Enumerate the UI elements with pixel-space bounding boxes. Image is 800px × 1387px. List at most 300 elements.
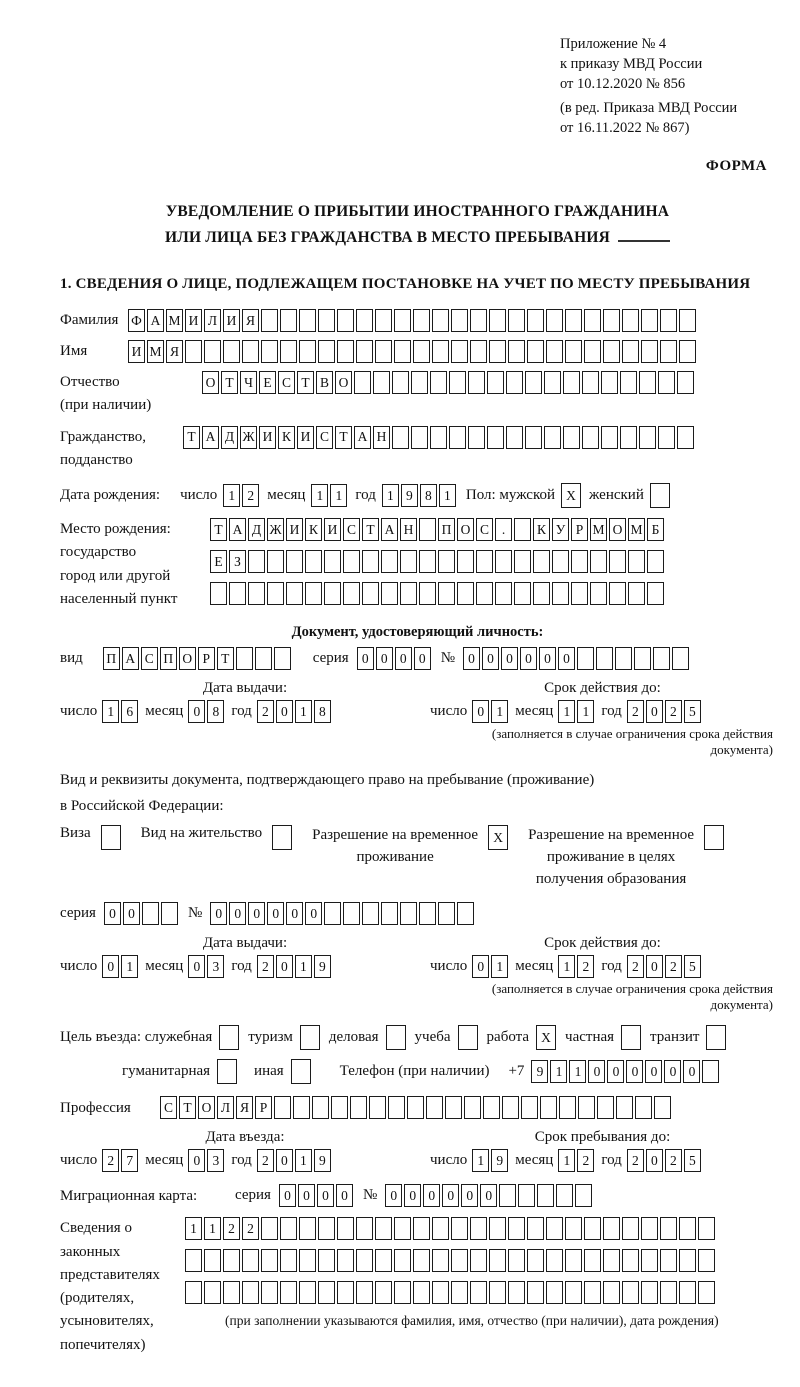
char-cell[interactable] [533,582,550,605]
char-cell[interactable] [647,582,664,605]
char-cell[interactable] [660,1249,677,1272]
char-cell[interactable] [229,582,246,605]
char-cell[interactable] [706,1025,726,1050]
char-cell[interactable] [578,1096,595,1119]
char-cell[interactable] [413,340,430,363]
char-cell[interactable] [622,1281,639,1304]
char-cell[interactable] [394,1217,411,1240]
char-cell[interactable] [660,309,677,332]
char-cell[interactable]: 0 [102,955,119,978]
doc-expiry-year-input[interactable] [627,700,703,723]
char-cell[interactable] [571,582,588,605]
char-cell[interactable] [430,371,447,394]
char-cell[interactable]: 1 [295,700,312,723]
char-cell[interactable]: Л [204,309,221,332]
char-cell[interactable]: 0 [646,955,663,978]
purpose-tourism-checkbox[interactable] [300,1025,322,1050]
char-cell[interactable] [622,1217,639,1240]
char-cell[interactable] [582,371,599,394]
char-cell[interactable] [432,1217,449,1240]
char-cell[interactable] [343,902,360,925]
sex-female-checkbox[interactable] [650,483,672,508]
char-cell[interactable] [514,582,531,605]
char-cell[interactable] [291,1059,311,1084]
char-cell[interactable] [392,371,409,394]
char-cell[interactable] [430,426,447,449]
residence-expiry-year-input[interactable] [627,955,703,978]
char-cell[interactable]: А [381,518,398,541]
char-cell[interactable]: 2 [577,1149,594,1172]
char-cell[interactable] [255,647,272,670]
char-cell[interactable]: 0 [376,647,393,670]
char-cell[interactable] [489,1249,506,1272]
char-cell[interactable] [660,1281,677,1304]
char-cell[interactable] [603,1217,620,1240]
char-cell[interactable] [223,1249,240,1272]
char-cell[interactable] [540,1096,557,1119]
char-cell[interactable] [470,1281,487,1304]
char-cell[interactable] [653,647,670,670]
char-cell[interactable] [451,1217,468,1240]
char-cell[interactable]: 0 [286,902,303,925]
char-cell[interactable] [698,1281,715,1304]
purpose-official-checkbox[interactable] [219,1025,241,1050]
char-cell[interactable]: В [316,371,333,394]
char-cell[interactable]: 9 [491,1149,508,1172]
char-cell[interactable] [318,340,335,363]
char-cell[interactable]: 0 [472,955,489,978]
char-cell[interactable]: И [324,518,341,541]
char-cell[interactable] [274,647,291,670]
residence-number-input[interactable] [210,902,476,925]
char-cell[interactable]: М [628,518,645,541]
char-cell[interactable] [582,426,599,449]
char-cell[interactable] [470,1249,487,1272]
char-cell[interactable] [413,1217,430,1240]
char-cell[interactable]: 1 [558,1149,575,1172]
char-cell[interactable]: 2 [627,700,644,723]
char-cell[interactable]: Б [647,518,664,541]
char-cell[interactable] [392,426,409,449]
char-cell[interactable] [299,1281,316,1304]
char-cell[interactable] [242,340,259,363]
char-cell[interactable]: 2 [665,700,682,723]
purpose-business-checkbox[interactable] [386,1025,408,1050]
char-cell[interactable]: Я [166,340,183,363]
patronymic-input[interactable] [202,371,696,394]
stay-day-input[interactable] [472,1149,510,1172]
char-cell[interactable] [375,340,392,363]
residence-series-input[interactable] [104,902,180,925]
char-cell[interactable] [575,1184,592,1207]
char-cell[interactable] [544,371,561,394]
char-cell[interactable] [590,550,607,573]
representatives-line3-input[interactable] [185,1281,719,1304]
char-cell[interactable] [356,1217,373,1240]
char-cell[interactable] [445,1096,462,1119]
char-cell[interactable] [305,582,322,605]
char-cell[interactable] [563,426,580,449]
char-cell[interactable] [185,1281,202,1304]
char-cell[interactable] [601,426,618,449]
char-cell[interactable]: 0 [276,1149,293,1172]
char-cell[interactable] [299,1249,316,1272]
char-cell[interactable] [248,550,265,573]
char-cell[interactable] [280,1217,297,1240]
char-cell[interactable] [204,340,221,363]
char-cell[interactable] [400,582,417,605]
char-cell[interactable] [242,1281,259,1304]
char-cell[interactable] [677,426,694,449]
surname-input[interactable] [128,309,698,332]
char-cell[interactable]: Т [179,1096,196,1119]
char-cell[interactable]: 0 [210,902,227,925]
migration-number-input[interactable] [385,1184,594,1207]
birth-place-line1-input[interactable] [210,518,666,541]
char-cell[interactable] [419,518,436,541]
char-cell[interactable] [356,309,373,332]
birth-month-input[interactable] [311,484,349,507]
purpose-study-checkbox[interactable] [458,1025,480,1050]
char-cell[interactable]: 2 [102,1149,119,1172]
char-cell[interactable]: 0 [646,700,663,723]
char-cell[interactable]: 0 [395,647,412,670]
char-cell[interactable]: П [438,518,455,541]
char-cell[interactable]: 8 [420,484,437,507]
char-cell[interactable] [635,1096,652,1119]
char-cell[interactable] [556,1184,573,1207]
char-cell[interactable]: Н [373,426,390,449]
char-cell[interactable]: 2 [665,1149,682,1172]
char-cell[interactable]: 0 [279,1184,296,1207]
char-cell[interactable]: А [122,647,139,670]
char-cell[interactable]: 1 [204,1217,221,1240]
char-cell[interactable] [660,340,677,363]
char-cell[interactable] [286,550,303,573]
migration-series-input[interactable] [279,1184,355,1207]
char-cell[interactable] [381,902,398,925]
char-cell[interactable] [559,1096,576,1119]
char-cell[interactable] [565,340,582,363]
char-cell[interactable] [161,902,178,925]
char-cell[interactable] [375,1249,392,1272]
char-cell[interactable] [620,371,637,394]
char-cell[interactable] [615,647,632,670]
char-cell[interactable]: И [185,309,202,332]
char-cell[interactable]: О [179,647,196,670]
char-cell[interactable]: 9 [401,484,418,507]
char-cell[interactable] [331,1096,348,1119]
char-cell[interactable] [464,1096,481,1119]
char-cell[interactable]: Р [571,518,588,541]
char-cell[interactable]: 1 [295,955,312,978]
char-cell[interactable] [565,1281,582,1304]
char-cell[interactable]: И [223,309,240,332]
char-cell[interactable] [457,582,474,605]
char-cell[interactable]: 2 [257,955,274,978]
char-cell[interactable]: З [229,550,246,573]
char-cell[interactable] [584,1281,601,1304]
char-cell[interactable] [702,1060,719,1083]
char-cell[interactable] [584,340,601,363]
char-cell[interactable]: 0 [442,1184,459,1207]
char-cell[interactable]: О [198,1096,215,1119]
char-cell[interactable]: 0 [276,955,293,978]
residence-issue-day-input[interactable] [102,955,140,978]
char-cell[interactable] [704,825,724,850]
char-cell[interactable] [628,582,645,605]
char-cell[interactable] [324,582,341,605]
residence-expiry-day-input[interactable] [472,955,510,978]
char-cell[interactable] [527,309,544,332]
char-cell[interactable]: 2 [577,955,594,978]
visa-checkbox[interactable] [101,825,123,850]
char-cell[interactable]: 0 [423,1184,440,1207]
char-cell[interactable]: С [476,518,493,541]
char-cell[interactable]: 1 [330,484,347,507]
char-cell[interactable]: Я [236,1096,253,1119]
char-cell[interactable] [489,1281,506,1304]
char-cell[interactable] [679,340,696,363]
char-cell[interactable]: 5 [684,700,701,723]
char-cell[interactable] [350,1096,367,1119]
char-cell[interactable]: С [160,1096,177,1119]
char-cell[interactable] [628,550,645,573]
char-cell[interactable] [565,1249,582,1272]
char-cell[interactable] [217,1059,237,1084]
char-cell[interactable] [381,550,398,573]
char-cell[interactable] [432,1249,449,1272]
char-cell[interactable]: 0 [645,1060,662,1083]
char-cell[interactable] [318,309,335,332]
char-cell[interactable] [204,1249,221,1272]
char-cell[interactable] [457,902,474,925]
char-cell[interactable] [495,582,512,605]
char-cell[interactable]: 0 [463,647,480,670]
char-cell[interactable] [502,1096,519,1119]
char-cell[interactable] [451,1249,468,1272]
char-cell[interactable]: К [533,518,550,541]
char-cell[interactable] [468,371,485,394]
char-cell[interactable] [407,1096,424,1119]
char-cell[interactable] [508,1217,525,1240]
char-cell[interactable] [375,1217,392,1240]
char-cell[interactable]: 0 [461,1184,478,1207]
char-cell[interactable]: С [343,518,360,541]
char-cell[interactable] [386,1025,406,1050]
char-cell[interactable]: К [278,426,295,449]
char-cell[interactable] [584,1249,601,1272]
citizenship-input[interactable] [183,426,696,449]
char-cell[interactable]: 9 [314,1149,331,1172]
char-cell[interactable] [679,309,696,332]
char-cell[interactable]: А [147,309,164,332]
char-cell[interactable] [293,1096,310,1119]
residence-issue-month-input[interactable] [188,955,226,978]
char-cell[interactable] [546,1249,563,1272]
char-cell[interactable] [400,902,417,925]
char-cell[interactable] [521,1096,538,1119]
char-cell[interactable]: 0 [607,1060,624,1083]
char-cell[interactable] [487,371,504,394]
char-cell[interactable] [622,309,639,332]
char-cell[interactable]: 0 [104,902,121,925]
doc-issue-month-input[interactable] [188,700,226,723]
char-cell[interactable] [419,550,436,573]
char-cell[interactable] [620,426,637,449]
doc-expiry-day-input[interactable] [472,700,510,723]
char-cell[interactable]: 7 [121,1149,138,1172]
char-cell[interactable] [449,371,466,394]
char-cell[interactable] [527,1217,544,1240]
char-cell[interactable] [300,1025,320,1050]
char-cell[interactable] [601,371,618,394]
char-cell[interactable] [312,1096,329,1119]
char-cell[interactable] [609,550,626,573]
char-cell[interactable] [514,550,531,573]
char-cell[interactable]: 1 [558,955,575,978]
char-cell[interactable] [419,902,436,925]
char-cell[interactable] [337,1217,354,1240]
char-cell[interactable] [362,550,379,573]
char-cell[interactable] [470,340,487,363]
char-cell[interactable] [356,1249,373,1272]
char-cell[interactable] [577,647,594,670]
char-cell[interactable] [375,1281,392,1304]
char-cell[interactable] [337,1281,354,1304]
char-cell[interactable] [489,1217,506,1240]
birth-day-input[interactable] [223,484,261,507]
char-cell[interactable] [508,309,525,332]
char-cell[interactable]: У [552,518,569,541]
char-cell[interactable] [426,1096,443,1119]
char-cell[interactable] [584,309,601,332]
char-cell[interactable] [337,340,354,363]
char-cell[interactable]: Ж [267,518,284,541]
entry-day-input[interactable] [102,1149,140,1172]
char-cell[interactable]: 1 [577,700,594,723]
char-cell[interactable] [362,902,379,925]
char-cell[interactable] [499,1184,516,1207]
char-cell[interactable]: 1 [569,1060,586,1083]
char-cell[interactable] [324,550,341,573]
char-cell[interactable]: 0 [305,902,322,925]
char-cell[interactable] [552,550,569,573]
char-cell[interactable] [658,426,675,449]
entry-year-input[interactable] [257,1149,333,1172]
char-cell[interactable]: 0 [123,902,140,925]
char-cell[interactable] [641,1217,658,1240]
char-cell[interactable]: Л [217,1096,234,1119]
char-cell[interactable] [356,340,373,363]
char-cell[interactable] [305,550,322,573]
char-cell[interactable] [525,371,542,394]
char-cell[interactable] [621,1025,641,1050]
char-cell[interactable]: 0 [472,700,489,723]
char-cell[interactable] [495,550,512,573]
char-cell[interactable] [354,371,371,394]
char-cell[interactable]: И [297,426,314,449]
char-cell[interactable] [411,371,428,394]
char-cell[interactable] [449,426,466,449]
char-cell[interactable] [185,1249,202,1272]
char-cell[interactable]: 0 [248,902,265,925]
char-cell[interactable] [394,1281,411,1304]
char-cell[interactable] [272,825,292,850]
birth-year-input[interactable] [382,484,458,507]
char-cell[interactable]: Ф [128,309,145,332]
char-cell[interactable]: 2 [242,1217,259,1240]
char-cell[interactable] [506,426,523,449]
residence-issue-year-input[interactable] [257,955,333,978]
char-cell[interactable]: Т [297,371,314,394]
char-cell[interactable] [527,1281,544,1304]
char-cell[interactable]: 2 [223,1217,240,1240]
char-cell[interactable] [388,1096,405,1119]
char-cell[interactable] [248,582,265,605]
char-cell[interactable]: 0 [404,1184,421,1207]
char-cell[interactable] [318,1217,335,1240]
birth-place-line3-input[interactable] [210,582,666,605]
char-cell[interactable]: 0 [626,1060,643,1083]
char-cell[interactable] [622,340,639,363]
char-cell[interactable] [223,1281,240,1304]
char-cell[interactable]: 0 [267,902,284,925]
char-cell[interactable] [508,1281,525,1304]
char-cell[interactable]: О [202,371,219,394]
char-cell[interactable]: X [488,825,508,850]
char-cell[interactable] [634,647,651,670]
char-cell[interactable] [597,1096,614,1119]
char-cell[interactable] [546,1217,563,1240]
char-cell[interactable] [487,426,504,449]
char-cell[interactable]: 1 [311,484,328,507]
char-cell[interactable] [584,1217,601,1240]
char-cell[interactable]: Т [335,426,352,449]
char-cell[interactable] [603,1249,620,1272]
birth-place-line2-input[interactable] [210,550,666,573]
char-cell[interactable]: Т [362,518,379,541]
char-cell[interactable] [337,309,354,332]
char-cell[interactable] [546,340,563,363]
char-cell[interactable]: М [147,340,164,363]
char-cell[interactable] [476,582,493,605]
char-cell[interactable]: X [561,483,581,508]
char-cell[interactable]: М [590,518,607,541]
char-cell[interactable] [537,1184,554,1207]
char-cell[interactable] [489,340,506,363]
char-cell[interactable] [679,1217,696,1240]
char-cell[interactable] [552,582,569,605]
char-cell[interactable] [280,1281,297,1304]
char-cell[interactable] [571,550,588,573]
char-cell[interactable]: И [286,518,303,541]
char-cell[interactable] [261,1217,278,1240]
char-cell[interactable]: 1 [121,955,138,978]
name-input[interactable] [128,340,698,363]
char-cell[interactable]: 0 [646,1149,663,1172]
char-cell[interactable]: П [160,647,177,670]
char-cell[interactable] [343,582,360,605]
char-cell[interactable]: 3 [207,1149,224,1172]
char-cell[interactable] [299,1217,316,1240]
char-cell[interactable] [394,340,411,363]
char-cell[interactable]: 0 [501,647,518,670]
char-cell[interactable] [267,582,284,605]
char-cell[interactable] [280,1249,297,1272]
temp-residence-education-checkbox[interactable] [704,825,726,850]
char-cell[interactable]: Д [221,426,238,449]
